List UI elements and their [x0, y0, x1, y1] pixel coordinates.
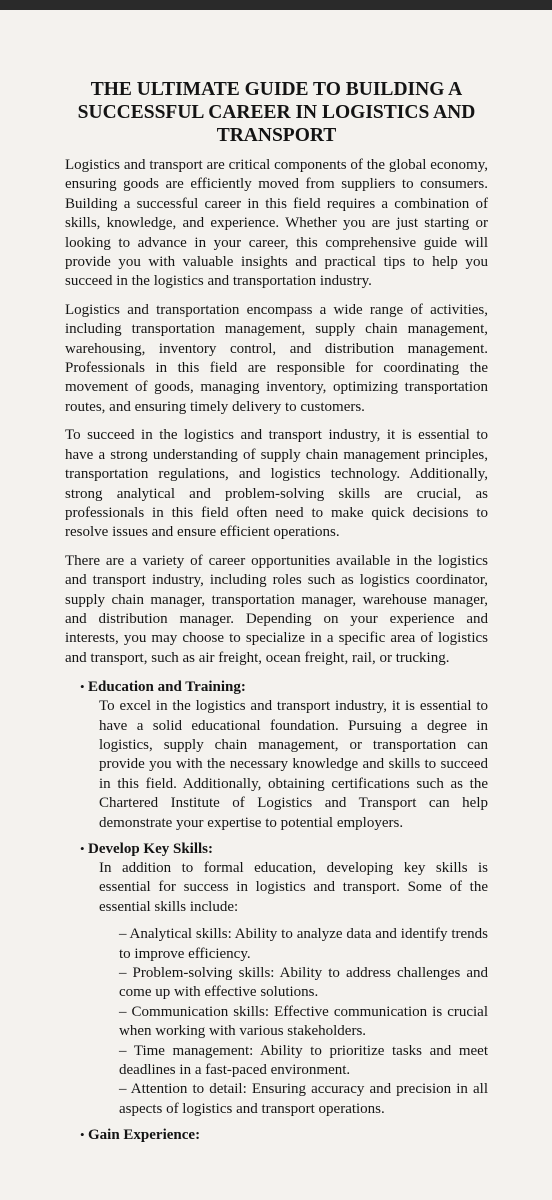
bullet-icon: • [80, 679, 85, 695]
bullet-icon: • [80, 841, 85, 856]
section-heading-text: Develop Key Skills: [88, 841, 214, 857]
section-education-training [65, 677, 488, 833]
skills-list [119, 925, 488, 1119]
section-gain-experience [65, 1125, 488, 1145]
section-heading [65, 677, 488, 697]
skill-item-attention-to-detail: – Attention to detail: Ensuring accuracy and precision in all aspects of logistics and transport operations. [119, 1081, 488, 1117]
skill-item-problem-solving: – Problem-solving skills: Ability to address challenges and come up with effective solutions. [119, 965, 488, 1001]
requirements-paragraph: To succeed in the logistics and transport industry, it is essential to have a strong understanding of supply chain management principles, transportation regulations, and logistics technology. Additionally, strong analytical and problem-solving skills are crucial, as professionals in this field often need to make quick decisions to resolve issues and ensure efficient operations. [65, 427, 488, 541]
article-content [65, 78, 488, 1151]
skill-item-communication: – Communication skills: Effective communication is crucial when working with various stakeholders. [119, 1003, 488, 1040]
section-heading [65, 839, 488, 859]
section-heading-text: Gain Experience: [88, 1127, 201, 1144]
skill-item-analytical: – Analytical skills: Ability to analyze data and identify trends to improve efficiency. [119, 926, 488, 962]
section-body: In addition to formal education, developing key skills is essential for success in logistics and transport. Some of the essential skills include: [99, 860, 488, 915]
section-heading-text: Education and Training: [88, 679, 246, 696]
document-page[interactable] [0, 10, 552, 1200]
intro-paragraph: Logistics and transport are critical components of the global economy, ensuring goods are efficiently moved from suppliers to consumers. Building a successful career in this field requires a combination of skills, knowledge, and experience. Whether you are just starting or looking to advance in your career, this comprehensive guide will provide you with valuable insights and practical tips to help you succeed in the logistics and transportation industry. [65, 157, 488, 290]
section-heading [65, 1125, 488, 1145]
bullet-icon: • [80, 1127, 85, 1143]
section-body: To excel in the logistics and transport industry, it is essential to have a solid educational foundation. Pursuing a degree in logistics, supply chain management, or transportation can provide you with the necessary knowledge and skills to succeed in this field. Additionally, obtaining certifications such as the Chartered Institute of Logistics and Transport can help demonstrate your expertise to potential employers. [99, 698, 488, 831]
opportunities-paragraph: There are a variety of career opportunities available in the logistics and transport industry, including roles such as logistics coordinator, supply chain manager, transportation manager, warehouse manager, and distribution manager. Depending on your experience and interests, you may choose to specialize in a specific area of logistics and transport, such as air freight, ocean freight, rail, or trucking. [65, 552, 488, 666]
scope-paragraph: Logistics and transportation encompass a wide range of activities, including transportation management, supply chain management, warehousing, inventory control, and distribution management. Professionals in this field are responsible for coordinating the movement of goods, managing inventory, optimizing transportation routes, and ensuring timely delivery to customers. [65, 301, 488, 415]
article-title: THE ULTIMATE GUIDE TO BUILDING A SUCCESSFUL CAREER IN LOGISTICS AND TRANSPORT [77, 79, 476, 146]
skill-item-time-management: – Time management: Ability to prioritize tasks and meet deadlines in a fast-paced environment. [119, 1042, 488, 1079]
section-develop-key-skills [65, 839, 488, 1119]
top-frame-bar [0, 0, 552, 10]
